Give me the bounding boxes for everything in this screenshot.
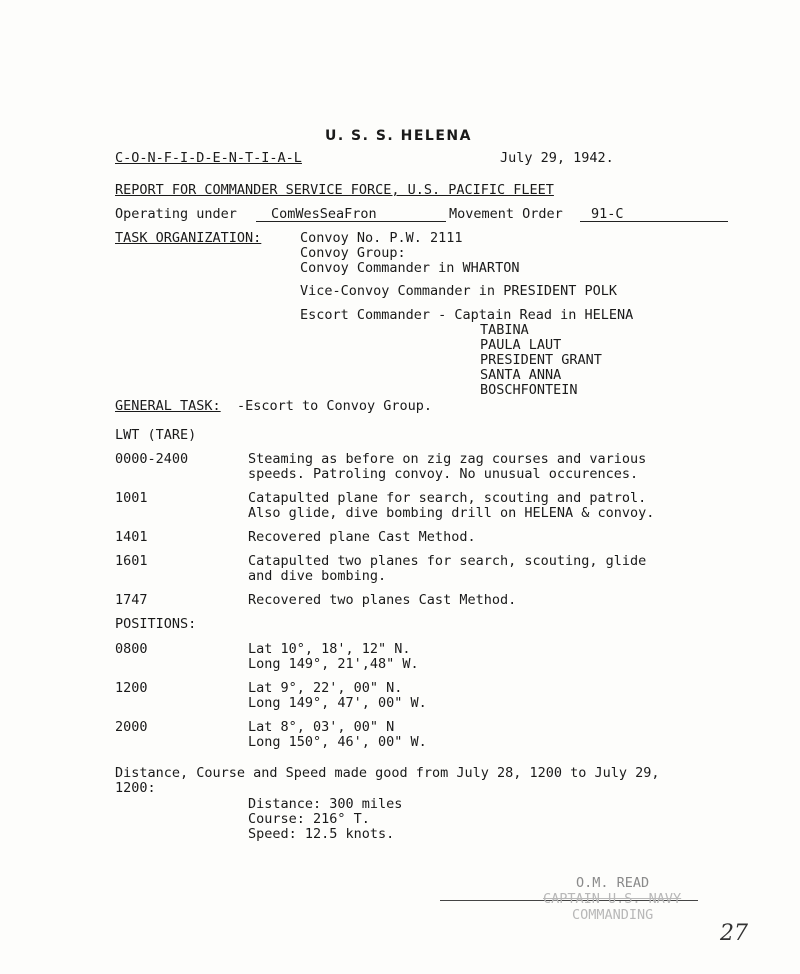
log-entry-line: Recovered two planes Cast Method. (248, 592, 517, 608)
task-org-line: Convoy Group: (300, 245, 406, 261)
summary-line: 1200: (115, 780, 156, 796)
task-org-line: Convoy No. P.W. 2111 (300, 230, 463, 246)
log-time: 1747 (115, 592, 148, 608)
log-time: 1601 (115, 553, 148, 569)
escort-ship: SANTA ANNA (480, 367, 562, 383)
classification: C-O-N-F-I-D-E-N-T-I-A-L (115, 150, 302, 166)
log-time: 1001 (115, 490, 148, 506)
signature-role: COMMANDING (572, 907, 654, 923)
position-time: 2000 (115, 719, 148, 735)
log-entry-line: and dive bombing. (248, 568, 387, 584)
operating-label: Operating under (115, 206, 237, 222)
log-entry-line: Catapulted plane for search, scouting and patrol. (248, 490, 647, 506)
summary-speed: Speed: 12.5 knots. (248, 826, 395, 842)
log-header: LWT (TARE) (115, 427, 197, 443)
report-title: REPORT FOR COMMANDER SERVICE FORCE, U.S. PACIFIC FLEET (115, 182, 554, 198)
task-org-line: Vice-Convoy Commander in PRESIDENT POLK (300, 283, 617, 299)
general-task-label: GENERAL TASK: (115, 398, 221, 414)
position-long: Long 149°, 21',48" W. (248, 656, 419, 672)
log-entry-line: Recovered plane Cast Method. (248, 529, 476, 545)
signature-name: O.M. READ (576, 875, 650, 891)
log-time: 1401 (115, 529, 148, 545)
position-long: Long 150°, 46', 00" W. (248, 734, 427, 750)
signature-title: CAPTAIN U.S. NAVY (543, 891, 682, 907)
summary-course: Course: 216° T. (248, 811, 370, 827)
log-entry-line: Catapulted two planes for search, scouting, glide (248, 553, 647, 569)
movement-label: Movement Order (449, 206, 563, 222)
ship-name: U. S. S. HELENA (325, 128, 472, 144)
general-task-text: -Escort to Convoy Group. (237, 398, 433, 414)
report-date: July 29, 1942. (500, 150, 614, 166)
summary-line: Distance, Course and Speed made good from July 28, 1200 to July 29, (115, 765, 660, 781)
log-entry-line: Also glide, dive bombing drill on HELENA & convoy. (248, 505, 655, 521)
escort-ship: BOSCHFONTEIN (480, 382, 578, 398)
position-lat: Lat 8°, 03', 00" N (248, 719, 395, 735)
escort-ship: PAULA LAUT (480, 337, 562, 353)
task-org-line: Convoy Commander in WHARTON (300, 260, 520, 276)
position-lat: Lat 9°, 22', 00" N. (248, 680, 403, 696)
task-org-label: TASK ORGANIZATION: (115, 230, 262, 246)
log-entry-line: speeds. Patroling convoy. No unusual occurences. (248, 466, 639, 482)
escort-ship: PRESIDENT GRANT (480, 352, 602, 368)
position-long: Long 149°, 47', 00" W. (248, 695, 427, 711)
position-lat: Lat 10°, 18', 12" N. (248, 641, 411, 657)
positions-label: POSITIONS: (115, 616, 197, 632)
task-org-line: Escort Commander - Captain Read in HELENA (300, 307, 634, 323)
summary-distance: Distance: 300 miles (248, 796, 403, 812)
log-time: 0000-2400 (115, 451, 189, 467)
position-time: 1200 (115, 680, 148, 696)
escort-ship: TABINA (480, 322, 529, 338)
page-mark: 27 (720, 921, 748, 946)
operating-value: ComWesSeaFron (271, 206, 377, 222)
log-entry-line: Steaming as before on zig zag courses and various (248, 451, 647, 467)
movement-value: 91-C (591, 206, 624, 222)
position-time: 0800 (115, 641, 148, 657)
